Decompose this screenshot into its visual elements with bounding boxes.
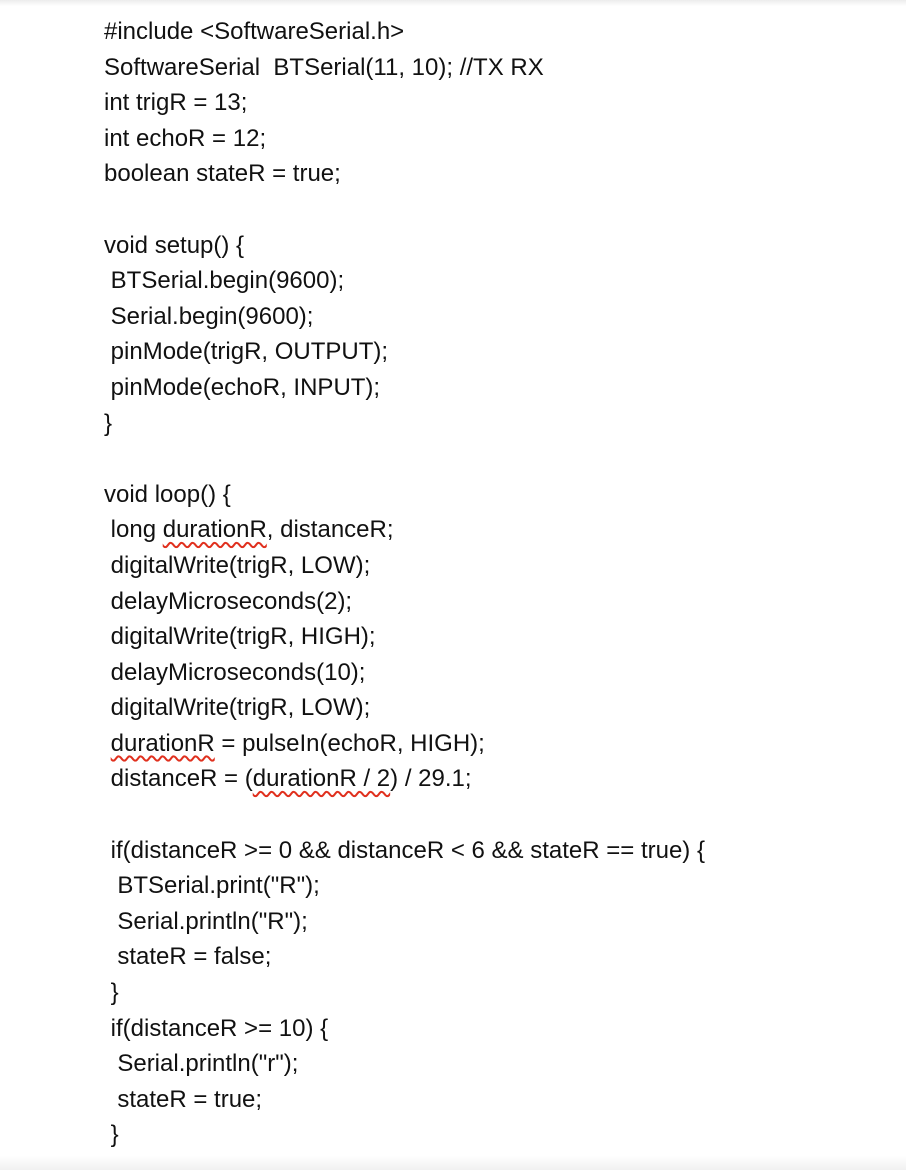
code-text: stateR = true; xyxy=(104,1085,263,1113)
code-line xyxy=(104,833,884,869)
code-text: #include <SoftwareSerial.h> xyxy=(104,18,405,45)
page-bottom-edge xyxy=(0,1156,906,1170)
code-text: boolean stateR = true; xyxy=(104,160,341,188)
code-text: digitalWrite(trigR, HIGH); xyxy=(104,623,376,651)
code-text: BTSerial.begin(9600); xyxy=(104,267,345,295)
code-text: Serial.begin(9600); xyxy=(104,302,314,330)
blank-line xyxy=(104,797,884,833)
code-text: if(distanceR >= 0 && distanceR < 6 && stateR == true) { xyxy=(104,836,705,864)
code-line xyxy=(104,334,884,370)
code-line xyxy=(104,370,884,406)
spellcheck-flagged-word[interactable]: durationR / 2 xyxy=(252,765,391,793)
code-text: digitalWrite(trigR, LOW); xyxy=(104,551,371,579)
spellcheck-flagged-word[interactable]: durationR xyxy=(162,516,267,544)
code-line xyxy=(104,1011,884,1047)
code-line xyxy=(104,228,884,264)
code-line xyxy=(104,726,884,762)
code-line xyxy=(104,512,884,548)
code-line xyxy=(104,50,884,86)
code-text: Serial.println("R"); xyxy=(104,907,308,935)
code-text: SoftwareSerial BTSerial(11, 10); //TX RX xyxy=(104,53,544,81)
code-text: stateR = false; xyxy=(104,943,272,971)
blank-line xyxy=(104,192,884,228)
code-text xyxy=(104,730,111,757)
code-line xyxy=(104,655,884,691)
code-text: delayMicroseconds(2); xyxy=(104,587,353,615)
code-text: int trigR = 13; xyxy=(104,89,248,117)
code-text: digitalWrite(trigR, LOW); xyxy=(104,694,371,722)
code-document xyxy=(104,14,884,1153)
code-text: Serial.println("r"); xyxy=(104,1050,299,1078)
code-line xyxy=(104,619,884,655)
code-text: long xyxy=(104,516,163,544)
code-line xyxy=(104,14,884,50)
code-text: void loop() { xyxy=(104,480,231,508)
code-text: ) / 29.1; xyxy=(390,765,472,793)
spellcheck-flagged-word[interactable]: durationR xyxy=(110,729,215,757)
code-line xyxy=(104,477,884,513)
code-text: int echoR = 12; xyxy=(104,124,267,152)
code-line xyxy=(104,584,884,620)
code-line xyxy=(104,406,884,442)
code-text: delayMicroseconds(10); xyxy=(104,658,366,686)
code-line xyxy=(104,1082,884,1118)
code-line xyxy=(104,85,884,121)
code-text: , distanceR; xyxy=(266,516,394,544)
code-text: } xyxy=(104,1121,119,1149)
code-line xyxy=(104,761,884,797)
code-text: distanceR = ( xyxy=(104,765,253,793)
code-line xyxy=(104,1117,884,1153)
page-top-edge xyxy=(0,0,906,6)
code-text: BTSerial.print("R"); xyxy=(104,872,320,900)
code-line xyxy=(104,868,884,904)
code-text: void setup() { xyxy=(104,231,245,259)
code-line xyxy=(104,690,884,726)
code-text: pinMode(trigR, OUTPUT); xyxy=(104,338,389,366)
code-line xyxy=(104,548,884,584)
code-text: } xyxy=(104,409,113,437)
code-text: if(distanceR >= 10) { xyxy=(104,1014,329,1042)
code-line xyxy=(104,121,884,157)
code-line xyxy=(104,1046,884,1082)
code-line xyxy=(104,904,884,940)
code-line xyxy=(104,263,884,299)
code-line xyxy=(104,975,884,1011)
code-line xyxy=(104,156,884,192)
code-line xyxy=(104,299,884,335)
blank-line xyxy=(104,441,884,477)
code-text: = pulseIn(echoR, HIGH); xyxy=(214,729,485,757)
code-text: } xyxy=(104,979,119,1007)
code-text: pinMode(echoR, INPUT); xyxy=(104,373,381,401)
code-line xyxy=(104,939,884,975)
